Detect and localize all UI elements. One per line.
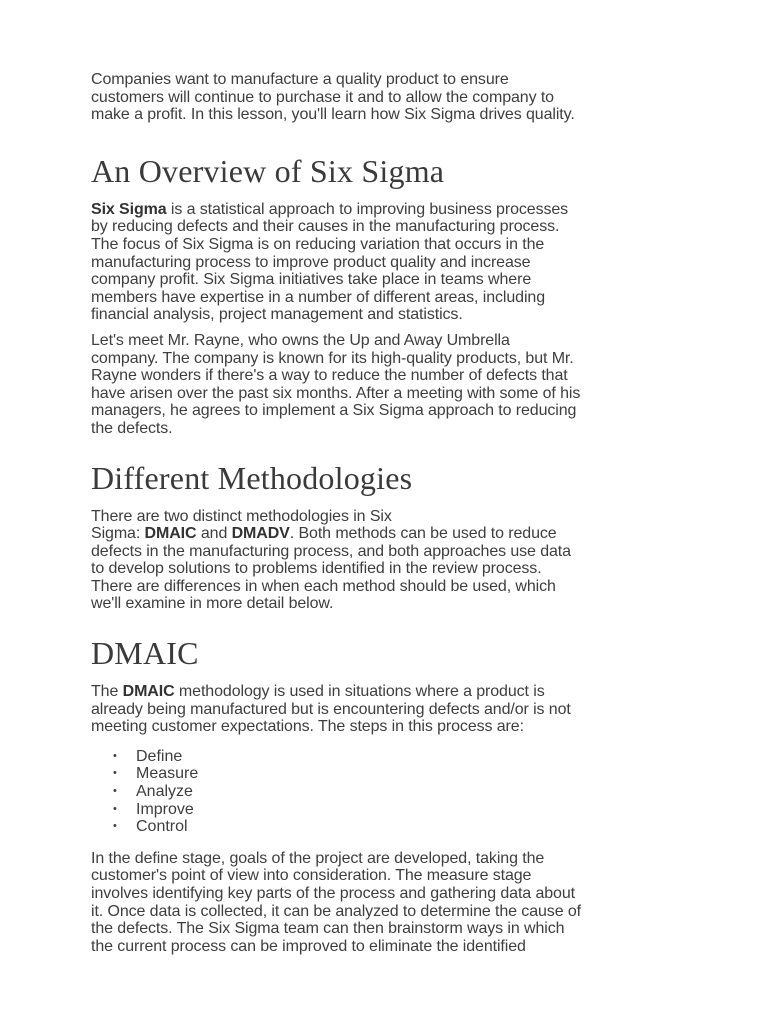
bullet-icon: • <box>113 749 117 762</box>
text-line: meeting customer expectations. The steps in this process are: <box>91 718 524 736</box>
text-line: company profit. Six Sigma initiatives take place in teams where <box>91 271 532 289</box>
bold-term: DMAIC <box>122 683 175 701</box>
bullet-icon: • <box>113 785 117 798</box>
bold-term: Six Sigma <box>91 200 167 218</box>
text-line: to develop solutions to problems identified in the review process. <box>91 560 542 578</box>
text-line: In the define stage, goals of the project are developed, taking the <box>91 849 545 867</box>
text-line: Sigma: DMAIC and DMADV. Both methods can be used to reduce <box>91 525 557 543</box>
text-line: already being manufactured but is encountering defects and/or is not <box>91 700 571 718</box>
text-line: have arisen over the past six months. After a meeting with some of his <box>91 384 581 402</box>
heading-methodologies: Different Methodologies <box>91 459 413 496</box>
bullet-icon: • <box>113 767 117 780</box>
text-line: There are differences in when each method should be used, which <box>91 577 556 595</box>
text-line: company. The company is known for its high-quality products, but Mr. <box>91 349 574 367</box>
dmaic-paragraph-2 <box>91 850 698 956</box>
bold-term: DMAIC <box>144 525 197 543</box>
text-line: the current process can be improved to eliminate the identified <box>91 937 526 955</box>
heading-overview: An Overview of Six Sigma <box>91 152 445 189</box>
text-line: make a profit. In this lesson, you'll learn how Six Sigma drives quality. <box>91 106 575 124</box>
overview-paragraph-1 <box>91 201 698 324</box>
dmaic-paragraph-1 <box>91 683 698 736</box>
text-line: we'll examine in more detail below. <box>91 595 334 613</box>
text-line: Six Sigma is a statistical approach to improving business processes <box>91 200 569 218</box>
text-line: the defects. The Six Sigma team can then brainstorm ways in which <box>91 920 565 938</box>
text-line: There are two distinct methodologies in Six <box>91 507 392 525</box>
text-line: defects in the manufacturing process, and both approaches use data <box>91 542 571 560</box>
bold-term: DMADV <box>231 525 290 543</box>
text-line: members have expertise in a number of different areas, including <box>91 288 545 306</box>
list-item: • Define <box>113 747 183 765</box>
text-line: Let's meet Mr. Rayne, who owns the Up and Away Umbrella <box>91 331 510 349</box>
text-line: managers, he agrees to implement a Six Sigma approach to reducing <box>91 402 577 420</box>
bullet-icon: • <box>113 820 117 833</box>
text-line: The DMAIC methodology is used in situations where a product is <box>91 683 545 701</box>
list-item: • Analyze <box>113 783 193 801</box>
text-line: it. Once data is collected, it can be analyzed to determine the cause of <box>91 902 581 920</box>
dmaic-steps-list <box>91 748 698 836</box>
heading-dmaic: DMAIC <box>91 635 199 672</box>
text-line: manufacturing process to improve product quality and increase <box>91 253 531 271</box>
list-item: • Improve <box>113 800 194 818</box>
text-line: the defects. <box>91 419 173 437</box>
text-line: customers will continue to purchase it and to allow the company to <box>91 88 554 106</box>
intro-paragraph <box>91 71 698 124</box>
bullet-icon: • <box>113 802 117 815</box>
text-line: customer's point of view into consideration. The measure stage <box>91 867 532 885</box>
list-item: • Control <box>113 818 188 836</box>
text-line: financial analysis, project management and statistics. <box>91 306 463 324</box>
overview-paragraph-2 <box>91 332 698 438</box>
methodologies-paragraph <box>91 508 698 614</box>
text-line: by reducing defects and their causes in the manufacturing process. <box>91 218 560 236</box>
text-line: involves identifying key parts of the process and gathering data about <box>91 885 575 902</box>
list-item: • Measure <box>113 765 199 783</box>
text-line: Rayne wonders if there's a way to reduce the number of defects that <box>91 367 568 385</box>
text-line: The focus of Six Sigma is on reducing variation that occurs in the <box>91 235 545 253</box>
text-line: Companies want to manufacture a quality product to ensure <box>91 71 509 88</box>
